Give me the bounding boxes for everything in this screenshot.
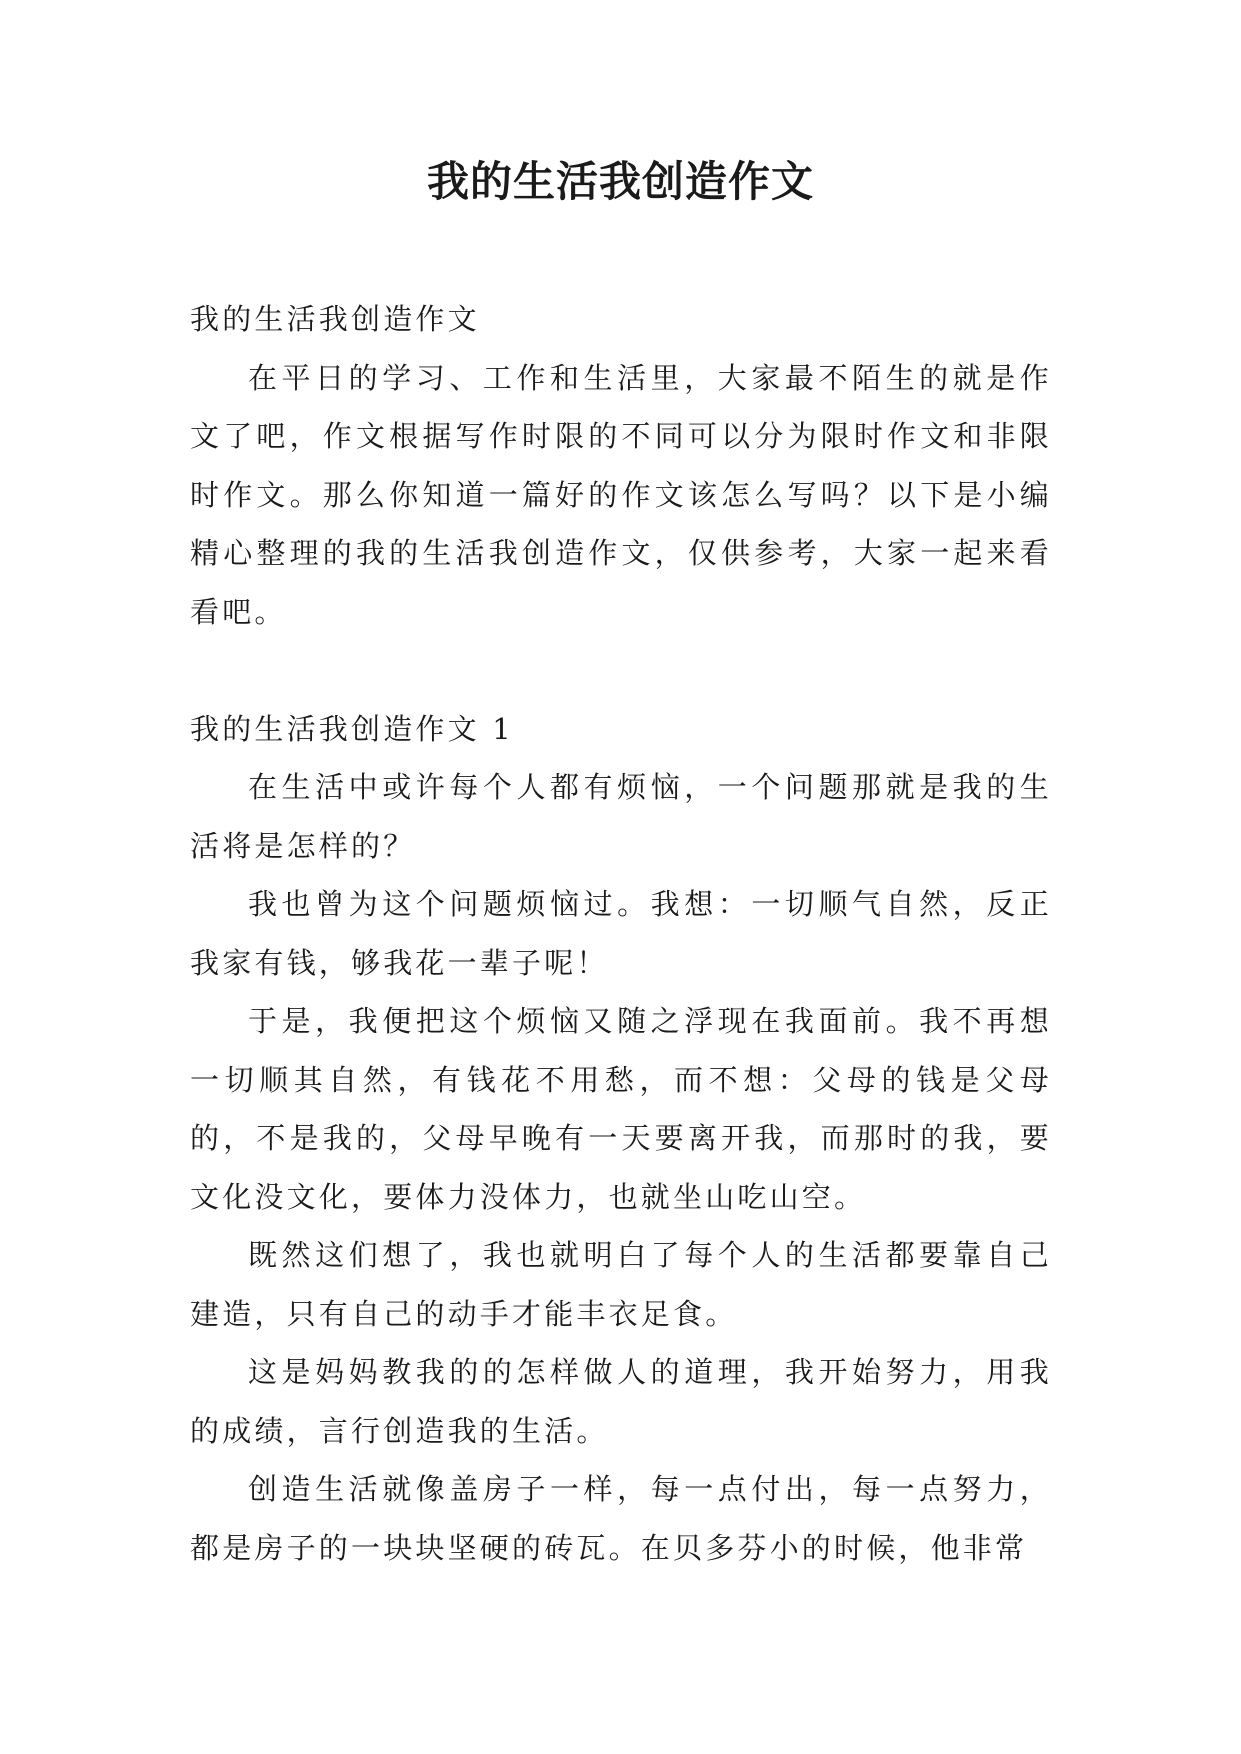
intro-paragraph: 在平日的学习、工作和生活里，大家最不陌生的就是作文了吧，作文根据写作时限的不同可以分为限时作文和非限时作文。那么你知道一篇好的作文该怎么写吗？以下是小编精心整理的我的生活我创造作文，仅供参考，大家一起来看看吧。 (190, 360, 1052, 629)
paragraph: 创造生活就像盖房子一样，每一点付出，每一点努力，都是房子的一块块坚硬的砖瓦。在贝多芬小的时候，他非常 (190, 1472, 1052, 1565)
paragraph: 我也曾为这个问题烦恼过。我想：一切顺气自然，反正我家有钱，够我花一辈子呢！ (190, 887, 1052, 980)
intro-heading: 我的生活我创造作文 (190, 302, 480, 336)
section-heading: 我的生活我创造作文 1 (190, 711, 514, 746)
document-title: 我的生活我创造作文 (426, 157, 814, 206)
document-body (190, 290, 1052, 1577)
paragraph: 在生活中或许每个人都有烦恼，一个问题那就是我的生活将是怎样的？ (190, 770, 1052, 863)
paragraph: 既然这们想了，我也就明白了每个人的生活都要靠自己建造，只有自己的动手才能丰衣足食。 (190, 1238, 1052, 1331)
paragraph: 这是妈妈教我的的怎样做人的道理，我开始努力，用我的成绩，言行创造我的生活。 (190, 1355, 1052, 1448)
section-spacer (190, 641, 1052, 700)
paragraph: 于是，我便把这个烦恼又随之浮现在我面前。我不再想一切顺其自然，有钱花不用愁，而不想：父母的钱是父母的，不是我的，父母早晚有一天要离开我，而那时的我，要文化没文化，要体力没体力，也就坐山吃山空。 (190, 1004, 1052, 1214)
